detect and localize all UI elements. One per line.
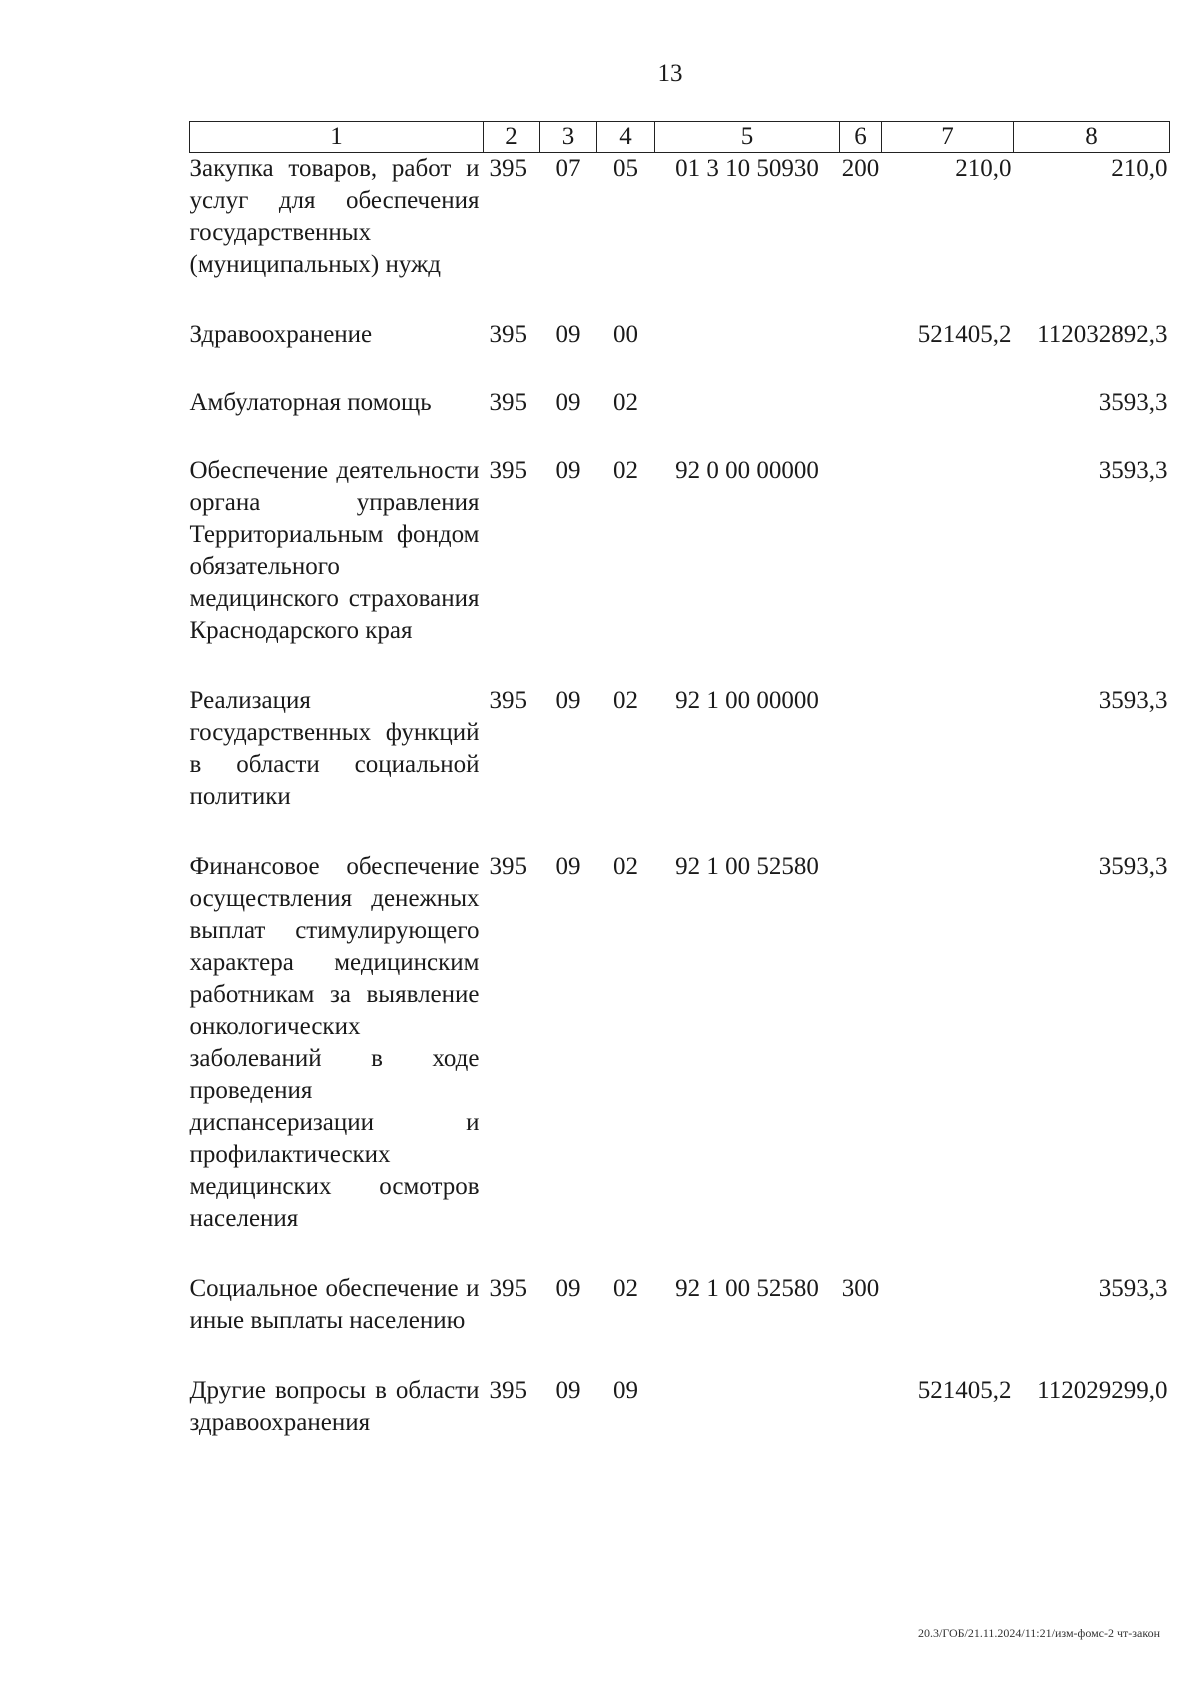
cell-amount-8: 3593,3 bbox=[1098, 457, 1168, 484]
cell-amount-7 bbox=[882, 685, 1014, 851]
row-name: Реализация государственных функций в области социальной политики bbox=[189, 687, 480, 810]
budget-table-container bbox=[189, 121, 1169, 1439]
cell-expense-type bbox=[840, 685, 882, 851]
table-row bbox=[190, 387, 1170, 455]
column-header-8: 8 bbox=[1014, 122, 1170, 153]
cell-expense-type: 200 bbox=[841, 155, 880, 182]
cell-amount-8: 3593,3 bbox=[1098, 1275, 1168, 1302]
cell-expense-type bbox=[840, 455, 882, 685]
cell-subsection: 02 bbox=[613, 687, 638, 714]
cell-amount-7 bbox=[882, 1273, 1014, 1375]
cell-ministry: 395 bbox=[489, 687, 527, 714]
row-name: Амбулаторная помощь bbox=[189, 389, 432, 416]
cell-ministry: 395 bbox=[489, 155, 527, 182]
cell-section: 09 bbox=[555, 389, 581, 416]
cell-ministry: 395 bbox=[489, 1275, 527, 1302]
column-header-6: 6 bbox=[840, 122, 882, 153]
cell-amount-8: 112029299,0 bbox=[1037, 1377, 1168, 1404]
cell-section: 09 bbox=[555, 457, 581, 484]
cell-amount-7: 521405,2 bbox=[917, 1377, 1012, 1404]
cell-amount-7 bbox=[882, 851, 1014, 1273]
cell-subsection: 02 bbox=[613, 389, 638, 416]
row-name: Другие вопросы в области здравоохранения bbox=[189, 1377, 480, 1436]
cell-amount-8: 112032892,3 bbox=[1037, 321, 1168, 348]
column-header-1: 1 bbox=[190, 122, 484, 153]
table-row bbox=[190, 153, 1170, 320]
cell-target-article: 92 0 00 00000 bbox=[675, 457, 819, 484]
row-name: Финансовое обеспечение осуществления денежных выплат стимулирующего характера медицинским работникам за выявление онкологических заболеваний в ходе проведения диспансеризации и профилактических медицинских осмотров населения bbox=[189, 853, 480, 1232]
cell-amount-7: 210,0 bbox=[955, 155, 1012, 182]
table-row bbox=[190, 455, 1170, 685]
column-header-5: 5 bbox=[655, 122, 840, 153]
cell-subsection: 02 bbox=[613, 1275, 638, 1302]
cell-expense-type bbox=[840, 319, 882, 387]
table-row bbox=[190, 1273, 1170, 1375]
cell-subsection: 02 bbox=[613, 457, 638, 484]
cell-section: 09 bbox=[555, 687, 581, 714]
cell-subsection: 02 bbox=[613, 853, 638, 880]
row-name: Социальное обеспечение и иные выплаты населению bbox=[189, 1275, 480, 1334]
cell-section: 09 bbox=[555, 1275, 581, 1302]
budget-table bbox=[189, 121, 1170, 1439]
cell-subsection: 09 bbox=[613, 1377, 638, 1404]
page-number: 13 bbox=[657, 60, 683, 87]
cell-section: 09 bbox=[555, 853, 581, 880]
cell-expense-type bbox=[840, 1375, 882, 1439]
table-row bbox=[190, 851, 1170, 1273]
column-header-4: 4 bbox=[597, 122, 655, 153]
cell-target-article: 92 1 00 52580 bbox=[675, 853, 819, 880]
table-row bbox=[190, 1375, 1170, 1439]
table-row bbox=[190, 685, 1170, 851]
cell-target-article: 92 1 00 00000 bbox=[675, 687, 819, 714]
column-header-7: 7 bbox=[882, 122, 1014, 153]
cell-expense-type: 300 bbox=[841, 1275, 880, 1302]
table-header-row bbox=[190, 122, 1170, 153]
cell-ministry: 395 bbox=[489, 853, 527, 880]
cell-amount-8: 3593,3 bbox=[1098, 853, 1168, 880]
cell-target-article bbox=[655, 1375, 840, 1439]
row-name: Закупка товаров, работ и услуг для обеспечения государственных (муниципальных) нужд bbox=[189, 155, 480, 278]
cell-expense-type bbox=[840, 851, 882, 1273]
cell-amount-8: 210,0 bbox=[1111, 155, 1168, 182]
cell-subsection: 00 bbox=[613, 321, 638, 348]
cell-amount-7 bbox=[882, 455, 1014, 685]
cell-target-article bbox=[655, 319, 840, 387]
cell-ministry: 395 bbox=[489, 457, 527, 484]
cell-expense-type bbox=[840, 387, 882, 455]
cell-target-article bbox=[655, 387, 840, 455]
cell-section: 09 bbox=[555, 1377, 581, 1404]
cell-amount-8: 3593,3 bbox=[1098, 687, 1168, 714]
cell-amount-8: 3593,3 bbox=[1098, 389, 1168, 416]
cell-ministry: 395 bbox=[489, 321, 527, 348]
document-footer-code: 20.3/ГОБ/21.11.2024/11:21/изм-фомс-2 чт-закон bbox=[917, 1626, 1160, 1640]
cell-target-article: 92 1 00 52580 bbox=[675, 1275, 819, 1302]
row-name: Здравоохранение bbox=[189, 321, 373, 348]
cell-section: 07 bbox=[555, 155, 581, 182]
cell-amount-7: 521405,2 bbox=[917, 321, 1012, 348]
cell-ministry: 395 bbox=[489, 1377, 527, 1404]
column-header-2: 2 bbox=[484, 122, 540, 153]
cell-amount-7 bbox=[882, 387, 1014, 455]
row-name: Обеспечение деятельности органа управления Территориальным фондом обязательного медицинского страхования Краснодарского края bbox=[189, 457, 480, 644]
cell-subsection: 05 bbox=[613, 155, 638, 182]
column-header-3: 3 bbox=[540, 122, 597, 153]
cell-target-article: 01 3 10 50930 bbox=[675, 155, 819, 182]
cell-section: 09 bbox=[555, 321, 581, 348]
cell-ministry: 395 bbox=[489, 389, 527, 416]
table-row bbox=[190, 319, 1170, 387]
